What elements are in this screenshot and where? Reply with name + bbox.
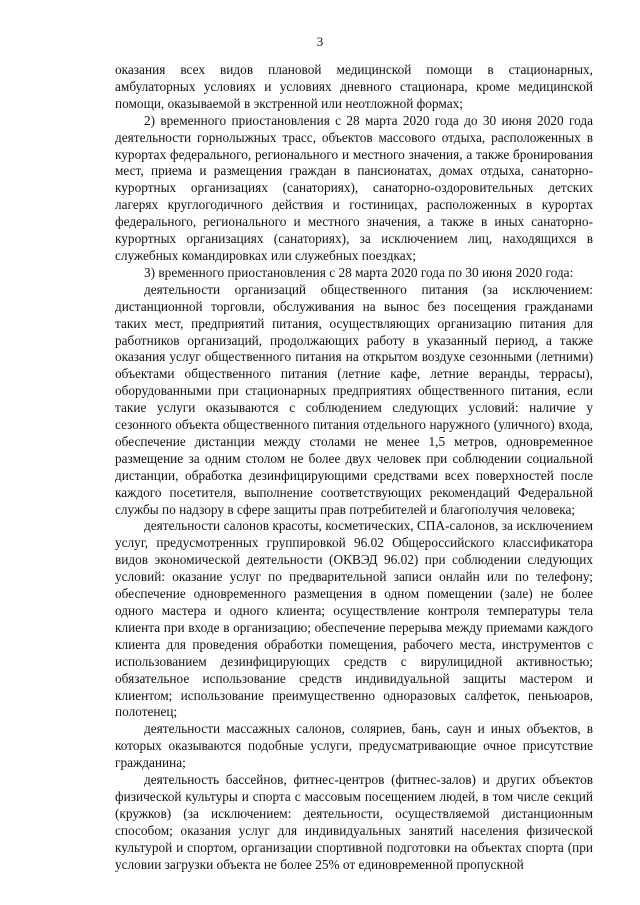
paragraph-catering: деятельности организаций общественного питания (за исключением: дистанционной торговли, обслуживания на вынос без посещения гражданами таких мест, предприятий питания, осуществляющих организацию питания для работников организаций, продолжающих работу в указанный период, а также оказания услуг общественного питания на открытом воздухе сезонными (летними) объектами общественного питания (летние кафе, летние веранды, террасы), оборудованными при стационарных предприятиях общественного питания, если такие услуги оказываются с соблюдением следующих условий: наличие у сезонного объекта общественного питания отдельного наружного (уличного) входа, обеспечение дистанции между столами не менее 1,5 метров, одновременное размещение за одним столом не более двух человек при соблюдении социальной дистанции, обработка дезинфицирующими средствами всех поверхностей после каждого посетителя, выполнение соответствующих рекомендаций Федеральной службы по надзору в сфере защиты прав потребителей и благополучия человека; [115, 281, 593, 517]
paragraph-item-2-resorts: 2) временного приостановления с 28 марта 2020 года до 30 июня 2020 года деятельности горнолыжных трасс, объектов массового отдыха, расположенных в курортах федерального, регионального и местного значения, а также бронирования мест, приема и размещения граждан в пансионатах, домах отдыха, санаторно-курортных организациях (санаториях), санаторно-оздоровительных детских лагерях круглогодичного действия и гостиницах, расположенных в курортах федерального, регионального и местного значения, а также в иных санаторно-курортных организациях (санаториях), за исключением лиц, находящихся в служебных командировках или служебных поездках; [115, 112, 593, 263]
page-number: 3 [316, 34, 324, 49]
paragraph-item-3-intro: 3) временного приостановления с 28 марта 2020 года по 30 июня 2020 года: [144, 264, 574, 280]
paragraph-massage-salons: деятельности массажных салонов, соляриев, бань, саун и иных объектов, в которых оказываются подобные услуги, предусматривающие очное присутствие гражданина; [115, 721, 593, 771]
paragraph-beauty-salons: деятельности салонов красоты, косметических, СПА-салонов, за исключением услуг, предусмотренных группировкой 96.02 Общероссийского классификатора видов экономической деятельности (ОКВЭД 96.02) при соблюдении следующих условий: оказание услуг по предварительной записи онлайн или по телефону; обеспечение одновременного размещения в одном помещении (зале) не более одного мастера и одного клиента; осуществление контроля температуры тела клиента при входе в организацию; обеспечение перерыва между приемами каждого клиента для проведения обработки помещения, рабочего места, инструментов с использованием дезинфицирующих средств с вирулицидной активностью; обязательное использование средств индивидуальной защиты мастером и клиентом; использование преимущественно одноразовых салфеток, пеньюаров, полотенец; [115, 518, 593, 720]
paragraph-fitness-pools: деятельность бассейнов, фитнес-центров (фитнес-залов) и других объектов физической культуры и спорта с массовым посещением людей, в том числе секций (кружков) (за исключением: деятельности, осуществляемой дистанционным способом; оказания услуг для индивидуальных занятий населения физической культурой и спортом, организации спортивной подготовки на объектах спорта (при условии загрузки объекта не более 25% от единовременной пропускной [115, 772, 593, 872]
paragraph-medical-care: оказания всех видов плановой медицинской помощи в стационарных, амбулаторных условиях и условиях дневного стационара, кроме медицинской помощи, оказываемой в экстренной или неотложной формах; [115, 62, 593, 111]
document-body [115, 62, 593, 874]
